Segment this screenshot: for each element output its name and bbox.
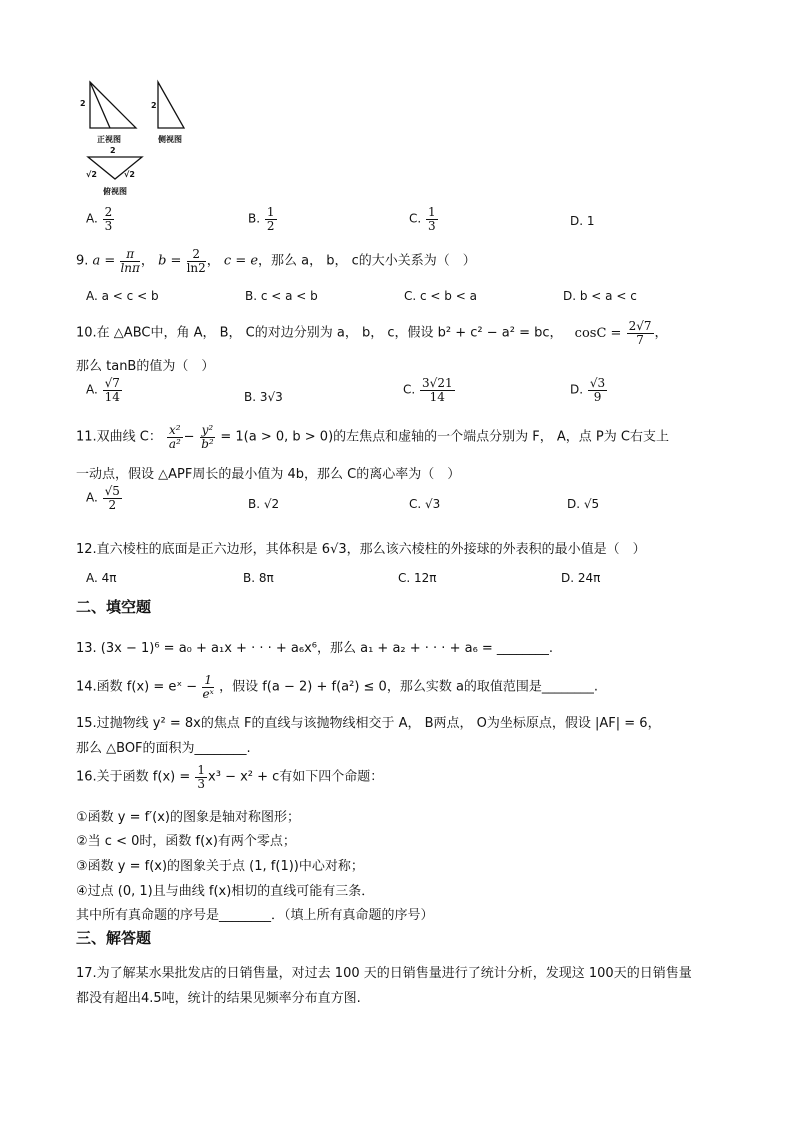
q14-stem: 14.函数 f(x) = eˣ − $\frac{1}{\text{eˣ}}$ ，假设 f(a − 2) + f(a²) ≤ 0，那么实数 a的取值范围是________. [76, 673, 599, 701]
q10-option-b[interactable]: B. 3√3 [244, 390, 283, 404]
q10-line1: 10.在 △ABC中，角 A， B， C的对边分别为 a， b， c，假设 b² + c² − a² = bc， cosC = $\frac{2√7}{7}$ ， [76, 319, 668, 347]
q16-item-2: ②当 c < 0时，函数 f(x)有两个零点； [76, 834, 296, 849]
top-right-label: √2 [124, 170, 135, 179]
top-left-label: √2 [86, 170, 97, 179]
q16-stem: 16.关于函数 f(x) = $\frac{1}{3}$ x³ − x² + c有如下四个命题： [76, 763, 384, 791]
q8-option-a[interactable]: A. $\frac{2}{3}$ [86, 205, 113, 233]
side-view-drawing [154, 78, 188, 132]
q12-option-d[interactable]: D. 24π [561, 571, 601, 585]
q16-footer: 其中所有真命题的序号是________．（填上所有真命题的序号） [76, 908, 434, 923]
q11-line2: 一动点，假设 △APF周长的最小值为 4b，那么 C的离心率为（ ） [76, 467, 461, 482]
q9-option-c[interactable]: C. c < b < a [404, 289, 477, 303]
q9-option-b[interactable]: B. c < a < b [245, 289, 318, 303]
section-heading-solutions: 三、解答题 [76, 929, 152, 947]
front-height-label: 2 [80, 99, 86, 108]
q12-option-a[interactable]: A. 4π [86, 571, 117, 585]
q11-option-d[interactable]: D. √5 [567, 497, 600, 511]
q8-option-d[interactable]: D. 1 [570, 214, 595, 228]
q17-line2: 都没有超出4.5吨，统计的结果见频率分布直方图. [76, 991, 361, 1006]
q15-line1: 15.过抛物线 y² = 8x的焦点 F的直线与该抛物线相交于 A， B两点， O为坐标原点，假设 |AF| = 6， [76, 716, 661, 731]
q11-option-c[interactable]: C. √3 [409, 497, 441, 511]
q10-line2: 那么 tanB的值为（ ） [76, 359, 215, 374]
q11-line1: 11.双曲线 C： $\frac{\text{x²}}{\text{a²}}$ − $\frac{\text{y²}}{\text{b²}}$ = 1(a > 0, b > 0)的左焦点和虚轴的一个端点分别为 F， A，点 P为 C右支上 [76, 423, 669, 451]
q17-line1: 17.为了解某水果批发店的日销售量，对过去 100 天的日销售量进行了统计分析，发现这 100天的日销售量 [76, 966, 692, 981]
q10-option-c[interactable]: C. $\frac{3√21}{14}$ [403, 376, 453, 404]
section-heading-fill-in: 二、填空题 [76, 598, 152, 616]
q12-option-b[interactable]: B. 8π [243, 571, 274, 585]
q9-option-d[interactable]: D. b < a < c [563, 289, 637, 303]
front-view-label: 正视图 [97, 135, 121, 144]
q10-option-d[interactable]: D. $\frac{√3}{9}$ [570, 376, 606, 404]
top-width-label: 2 [110, 146, 116, 155]
q16-item-4: ④过点 (0, 1)且与曲线 f(x)相切的直线可能有三条． [76, 884, 375, 899]
side-height-label: 2 [151, 101, 157, 110]
q13-stem: 13. (3x − 1)⁶ = a₀ + a₁x + · · · + a₆x⁶，那么 a₁ + a₂ + · · · + a₆ = ________. [76, 641, 554, 656]
q11-option-a[interactable]: A. $\frac{√5}{2}$ [86, 484, 120, 512]
q9-option-a[interactable]: A. a < c < b [86, 289, 159, 303]
q12-option-c[interactable]: C. 12π [398, 571, 437, 585]
q16-item-3: ③函数 y = f(x)的图象关于点 (1, f(1))中心对称； [76, 859, 364, 874]
q15-line2: 那么 △BOF的面积为________. [76, 741, 251, 756]
side-view-label: 侧视图 [158, 135, 182, 144]
q8-option-b[interactable]: B. $\frac{1}{2}$ [248, 205, 275, 233]
q12-stem: 12.直六棱柱的底面是正六边形，其体积是 6√3，那么该六棱柱的外接球的外表积的最小值是（ ） [76, 542, 646, 557]
q8-option-c[interactable]: C. $\frac{1}{3}$ [409, 205, 436, 233]
q9-stem: 9. a = $\frac{\pi}{\ln\pi}$ ， b = $\frac{2}{\ln 2}$ ， c = e，那么 a， b， c的大小关系为（ ） [76, 247, 476, 275]
q16-item-1: ①函数 y = f′(x)的图象是轴对称图形； [76, 810, 301, 825]
q10-option-a[interactable]: A. $\frac{√7}{14}$ [86, 376, 120, 404]
top-view-label: 俯视图 [103, 187, 127, 196]
front-view-drawing [84, 78, 140, 132]
q11-option-b[interactable]: B. √2 [248, 497, 280, 511]
